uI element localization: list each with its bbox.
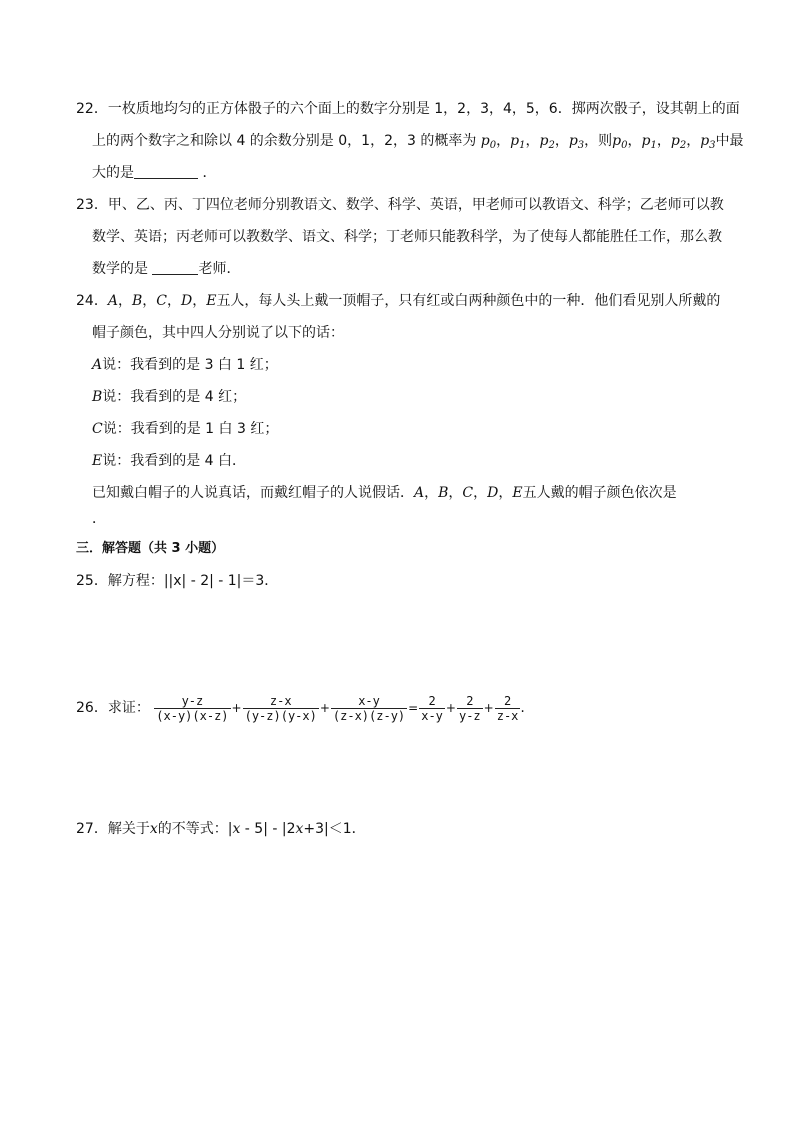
- answer-blank[interactable]: [134, 164, 198, 179]
- statement-e: E说：我看到的是 4 白．: [92, 453, 247, 469]
- letter-d: D: [180, 293, 193, 309]
- fraction-5: $\frac{2}{y-z}$: [458, 693, 481, 723]
- q26-equation: 26．求证： $\frac{y-z}{(x-y)(x-z)}$ + $\frac{z-x}{(y-z)(y-x)}$ + $\frac{x-y}{(z-x)(z-y)}$ = $\frac{2}{x-y}$ + $\frac{2}{y-z}$ + $\frac{2}{z-x}$ .: [76, 693, 525, 723]
- p0: $p_0$: [480, 133, 497, 151]
- letter-c: C: [156, 293, 167, 309]
- q24-conclusion: 已知戴白帽子的人说真话，而戴红帽子的人说假话．A，B，C，D，E五人戴的帽子颜色依次是: [92, 485, 677, 501]
- p0-b: $p_0$: [612, 133, 628, 151]
- letter-b: B: [131, 293, 143, 309]
- q24-line2: 帽子颜色，其中四人分别说了以下的话：: [92, 325, 344, 341]
- fraction-1: $\frac{y-z}{(x-y)(x-z)}$: [156, 693, 229, 723]
- p2-b: $p_2$: [670, 133, 687, 151]
- answer-blank[interactable]: [152, 260, 198, 275]
- q23-line3: 数学的是 老师．: [92, 261, 241, 277]
- fraction-2: $\frac{z-x}{(y-z)(y-x)}$: [244, 693, 317, 723]
- statement-c: C说：我看到的是 1 白 3 红；: [92, 421, 279, 437]
- q25-text: 25．解方程：||x| - 2| - 1|＝3．: [76, 573, 279, 589]
- p3-b: $p_3$: [700, 133, 716, 151]
- fraction-4: $\frac{2}{x-y}$: [421, 693, 443, 723]
- q23-line1: 23．甲、乙、丙、丁四位老师分别教语文、数学、科学、英语，甲老师可以教语文、科学；乙老师可以教: [76, 197, 724, 213]
- q23-line2: 数学、英语；丙老师可以教数学、语文、科学；丁老师只能教科学，为了使每人都能胜任工作，那么教: [92, 229, 722, 245]
- q24-answer-period: ．: [92, 511, 106, 527]
- q27-text: 27．解关于x的不等式：|x - 5| - |2x+3|＜1．: [76, 821, 366, 837]
- section-heading: 三．解答题（共 3 小题）: [76, 541, 225, 556]
- p2: $p_2$: [539, 133, 555, 151]
- statement-a: A说：我看到的是 3 白 1 红；: [92, 357, 278, 373]
- q22-line2: 上的两个数字之和除以 4 的余数分别是 0，1，2，3 的概率为 $p_0$，$p_1$，$p_2$，$p_3$，则$p_0$，$p_1$，$p_2$，$p_3$中最: [92, 133, 744, 151]
- q22-line2-text: 上的两个数字之和除以 4 的余数分别是 0，1，2，3 的概率为: [92, 133, 477, 149]
- fraction-6: $\frac{2}{z-x}$: [496, 693, 519, 723]
- q22-line1: 22．一枚质地均匀的正方体骰子的六个面上的数字分别是 1，2，3，4，5，6．掷两次骰子，设其朝上的面: [76, 101, 740, 117]
- p1-b: $p_1$: [641, 133, 657, 151]
- letter-a: A: [107, 293, 118, 309]
- q22-line3: 大的是 ．: [92, 165, 217, 181]
- fraction-3: $\frac{x-y}{(z-x)(z-y)}$: [332, 693, 406, 723]
- p1: $p_1$: [510, 133, 526, 151]
- q24-line1: 24．A，B，C，D，E五人，每人头上戴一顶帽子，只有红或白两种颜色中的一种．他们看见别人所戴的: [76, 293, 721, 309]
- letter-e: E: [206, 293, 217, 309]
- p3: $p_3$: [568, 133, 585, 151]
- statement-b: B说：我看到的是 4 红；: [92, 389, 247, 405]
